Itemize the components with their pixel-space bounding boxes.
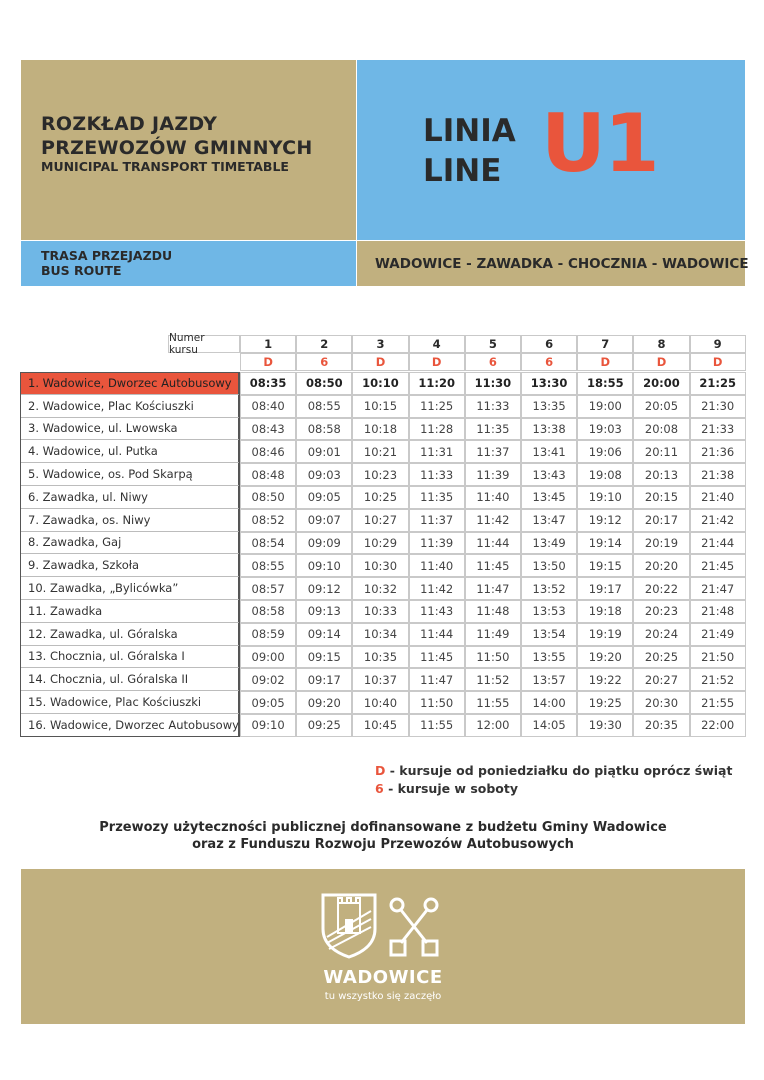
departure-time: 19:08 xyxy=(577,463,633,486)
course-number: 4 xyxy=(409,335,465,353)
course-code: 6 xyxy=(521,353,577,371)
stop-name: 16. Wadowice, Dworzec Autobusowy xyxy=(20,714,240,737)
departure-time: 20:27 xyxy=(633,668,689,691)
departure-time: 20:15 xyxy=(633,486,689,509)
departure-time: 10:35 xyxy=(352,646,408,669)
departure-time: 09:20 xyxy=(296,691,352,714)
departure-time: 13:41 xyxy=(521,440,577,463)
departure-time: 08:59 xyxy=(240,623,296,646)
town-slogan: tu wszystko się zaczęło xyxy=(324,991,442,1002)
departure-time: 10:34 xyxy=(352,623,408,646)
departure-time: 13:30 xyxy=(521,372,577,395)
departure-time: 21:44 xyxy=(690,532,746,555)
funding-note-line-2: oraz z Funduszu Rozwoju Przewozów Autobusowych xyxy=(192,837,574,852)
departure-time: 21:55 xyxy=(690,691,746,714)
departure-time: 11:50 xyxy=(465,646,521,669)
course-number: 7 xyxy=(577,335,633,353)
departure-time: 19:06 xyxy=(577,440,633,463)
stop-name: 5. Wadowice, os. Pod Skarpą xyxy=(20,463,240,486)
departure-time: 09:14 xyxy=(296,623,352,646)
legend-text-6: - kursuje w soboty xyxy=(388,781,519,796)
departure-time: 10:40 xyxy=(352,691,408,714)
title-line-2: PRZEWOZÓW GMINNYCH xyxy=(41,137,313,159)
departure-time: 11:35 xyxy=(465,418,521,441)
departure-time: 08:58 xyxy=(240,600,296,623)
departure-time: 09:17 xyxy=(296,668,352,691)
stop-name: 15. Wadowice, Plac Kościuszki xyxy=(20,691,240,714)
departure-time: 11:45 xyxy=(409,646,465,669)
departure-time: 11:42 xyxy=(465,509,521,532)
course-code: D xyxy=(690,353,746,371)
departure-time: 20:20 xyxy=(633,554,689,577)
departure-time: 08:55 xyxy=(240,554,296,577)
departure-time: 18:55 xyxy=(577,372,633,395)
stop-name: 4. Wadowice, ul. Putka xyxy=(20,440,240,463)
departure-time: 08:52 xyxy=(240,509,296,532)
departure-time: 11:47 xyxy=(465,577,521,600)
wadowice-coat-of-arms-icon xyxy=(321,891,445,959)
departure-time: 10:29 xyxy=(352,532,408,555)
route-path-panel xyxy=(357,241,749,286)
stop-name: 9. Zawadka, Szkoła xyxy=(20,554,240,577)
departure-time: 19:12 xyxy=(577,509,633,532)
course-number: 9 xyxy=(690,335,746,353)
course-number: 1 xyxy=(240,335,296,353)
departure-time: 08:55 xyxy=(296,395,352,418)
departure-time: 13:43 xyxy=(521,463,577,486)
departure-time: 11:37 xyxy=(465,440,521,463)
stop-name: 8. Zawadka, Gaj xyxy=(20,532,240,555)
departure-time: 09:01 xyxy=(296,440,352,463)
departure-time: 13:45 xyxy=(521,486,577,509)
departure-time: 22:00 xyxy=(690,714,746,737)
course-code: D xyxy=(633,353,689,371)
departure-time: 08:40 xyxy=(240,395,296,418)
legend-code-6: 6 xyxy=(375,781,384,796)
departure-time: 21:48 xyxy=(690,600,746,623)
departure-time: 09:00 xyxy=(240,646,296,669)
departure-time: 09:13 xyxy=(296,600,352,623)
departure-time: 19:22 xyxy=(577,668,633,691)
legend-item-6 xyxy=(375,780,732,798)
departure-time: 21:38 xyxy=(690,463,746,486)
departure-time: 21:40 xyxy=(690,486,746,509)
footer xyxy=(21,869,745,1024)
departure-time: 13:54 xyxy=(521,623,577,646)
route-label-en: BUS ROUTE xyxy=(41,263,122,278)
departure-time: 11:33 xyxy=(409,463,465,486)
stop-name: 14. Chocznia, ul. Góralska II xyxy=(20,668,240,691)
legend-text-d: - kursuje od poniedziałku do piątku oprócz świąt xyxy=(389,763,733,778)
departure-time: 21:42 xyxy=(690,509,746,532)
departure-time: 11:45 xyxy=(465,554,521,577)
legend-code-d: D xyxy=(375,763,386,778)
departure-time: 20:19 xyxy=(633,532,689,555)
departure-time: 11:44 xyxy=(409,623,465,646)
departure-time: 21:45 xyxy=(690,554,746,577)
course-number: 5 xyxy=(465,335,521,353)
departure-time: 20:00 xyxy=(633,372,689,395)
departure-time: 10:25 xyxy=(352,486,408,509)
departure-time: 08:48 xyxy=(240,463,296,486)
stop-name: 6. Zawadka, ul. Niwy xyxy=(20,486,240,509)
departure-time: 21:49 xyxy=(690,623,746,646)
departure-time: 10:32 xyxy=(352,577,408,600)
departure-time: 21:33 xyxy=(690,418,746,441)
departure-time: 19:17 xyxy=(577,577,633,600)
departure-time: 11:55 xyxy=(409,714,465,737)
departure-time: 20:35 xyxy=(633,714,689,737)
departure-time: 20:11 xyxy=(633,440,689,463)
departure-time: 20:05 xyxy=(633,395,689,418)
departure-time: 13:35 xyxy=(521,395,577,418)
departure-time: 10:45 xyxy=(352,714,408,737)
departure-time: 10:21 xyxy=(352,440,408,463)
route-path: WADOWICE - ZAWADKA - CHOCZNIA - WADOWICE xyxy=(375,256,749,272)
departure-time: 11:39 xyxy=(465,463,521,486)
departure-time: 19:25 xyxy=(577,691,633,714)
departure-time: 19:19 xyxy=(577,623,633,646)
departure-time: 11:47 xyxy=(409,668,465,691)
departure-time: 11:49 xyxy=(465,623,521,646)
course-code: D xyxy=(577,353,633,371)
course-number: 6 xyxy=(521,335,577,353)
departure-time: 13:57 xyxy=(521,668,577,691)
departure-time: 11:40 xyxy=(409,554,465,577)
course-code: 6 xyxy=(465,353,521,371)
line-label-en: LINE xyxy=(423,153,502,189)
departure-time: 11:39 xyxy=(409,532,465,555)
departure-time: 20:24 xyxy=(633,623,689,646)
stop-name: 13. Chocznia, ul. Góralska I xyxy=(20,646,240,669)
stop-name: 10. Zawadka, „Bylicówka” xyxy=(20,577,240,600)
departure-time: 11:28 xyxy=(409,418,465,441)
departure-time: 13:47 xyxy=(521,509,577,532)
departure-time: 10:30 xyxy=(352,554,408,577)
town-name: WADOWICE xyxy=(323,967,443,988)
line-panel xyxy=(357,60,745,240)
departure-time: 10:37 xyxy=(352,668,408,691)
title-line-1: ROZKŁAD JAZDY xyxy=(41,113,218,135)
departure-time: 11:55 xyxy=(465,691,521,714)
departure-time: 11:30 xyxy=(465,372,521,395)
departure-time: 13:50 xyxy=(521,554,577,577)
departure-time: 14:00 xyxy=(521,691,577,714)
line-label-pl: LINIA xyxy=(423,113,516,149)
departure-time: 08:43 xyxy=(240,418,296,441)
departure-time: 19:10 xyxy=(577,486,633,509)
departure-time: 08:46 xyxy=(240,440,296,463)
departure-time: 10:23 xyxy=(352,463,408,486)
header-title-panel xyxy=(21,60,356,240)
departure-time: 21:25 xyxy=(690,372,746,395)
stop-name: 1. Wadowice, Dworzec Autobusowy xyxy=(20,372,240,395)
departure-time: 08:35 xyxy=(240,372,296,395)
departure-time: 08:50 xyxy=(296,372,352,395)
departure-time: 11:33 xyxy=(465,395,521,418)
departure-time: 21:47 xyxy=(690,577,746,600)
departure-time: 19:00 xyxy=(577,395,633,418)
departure-time: 09:10 xyxy=(240,714,296,737)
departure-time: 21:50 xyxy=(690,646,746,669)
departure-time: 21:36 xyxy=(690,440,746,463)
departure-time: 19:15 xyxy=(577,554,633,577)
departure-time: 11:52 xyxy=(465,668,521,691)
departure-time: 09:02 xyxy=(240,668,296,691)
stop-name: 12. Zawadka, ul. Góralska xyxy=(20,623,240,646)
departure-time: 12:00 xyxy=(465,714,521,737)
departure-time: 20:13 xyxy=(633,463,689,486)
departure-time: 20:25 xyxy=(633,646,689,669)
course-code: 6 xyxy=(296,353,352,371)
course-code: D xyxy=(240,353,296,371)
departure-time: 11:44 xyxy=(465,532,521,555)
departure-time: 13:53 xyxy=(521,600,577,623)
departure-time: 19:14 xyxy=(577,532,633,555)
departure-time: 19:18 xyxy=(577,600,633,623)
departure-time: 09:05 xyxy=(240,691,296,714)
departure-time: 11:35 xyxy=(409,486,465,509)
line-code: U1 xyxy=(541,97,658,190)
departure-time: 10:15 xyxy=(352,395,408,418)
departure-time: 11:37 xyxy=(409,509,465,532)
timetable xyxy=(20,332,746,740)
route-label-pl: TRASA PRZEJAZDU xyxy=(41,248,173,263)
departure-time: 09:10 xyxy=(296,554,352,577)
stop-name: 7. Zawadka, os. Niwy xyxy=(20,509,240,532)
departure-time: 21:52 xyxy=(690,668,746,691)
departure-time: 11:31 xyxy=(409,440,465,463)
departure-time: 11:43 xyxy=(409,600,465,623)
departure-time: 14:05 xyxy=(521,714,577,737)
funding-note xyxy=(21,819,745,853)
departure-time: 10:27 xyxy=(352,509,408,532)
departure-time: 20:08 xyxy=(633,418,689,441)
departure-time: 09:12 xyxy=(296,577,352,600)
departure-time: 13:52 xyxy=(521,577,577,600)
departure-time: 09:05 xyxy=(296,486,352,509)
departure-time: 10:18 xyxy=(352,418,408,441)
departure-time: 13:38 xyxy=(521,418,577,441)
departure-time: 13:49 xyxy=(521,532,577,555)
departure-time: 08:50 xyxy=(240,486,296,509)
departure-time: 08:54 xyxy=(240,532,296,555)
departure-time: 09:25 xyxy=(296,714,352,737)
line-label xyxy=(423,111,516,191)
stop-name: 2. Wadowice, Plac Kościuszki xyxy=(20,395,240,418)
course-number: 8 xyxy=(633,335,689,353)
departure-time: 09:15 xyxy=(296,646,352,669)
departure-time: 10:33 xyxy=(352,600,408,623)
departure-time: 09:07 xyxy=(296,509,352,532)
departure-time: 11:25 xyxy=(409,395,465,418)
departure-time: 21:30 xyxy=(690,395,746,418)
course-number: 2 xyxy=(296,335,352,353)
legend-item-d xyxy=(375,762,732,780)
departure-time: 19:30 xyxy=(577,714,633,737)
course-code: D xyxy=(409,353,465,371)
departure-time: 20:22 xyxy=(633,577,689,600)
stop-name: 3. Wadowice, ul. Lwowska xyxy=(20,418,240,441)
route-label xyxy=(41,248,172,278)
departure-time: 09:03 xyxy=(296,463,352,486)
departure-time: 13:55 xyxy=(521,646,577,669)
departure-time: 11:42 xyxy=(409,577,465,600)
departure-time: 09:09 xyxy=(296,532,352,555)
departure-time: 20:30 xyxy=(633,691,689,714)
departure-time: 11:50 xyxy=(409,691,465,714)
departure-time: 11:20 xyxy=(409,372,465,395)
departure-time: 20:23 xyxy=(633,600,689,623)
departure-time: 20:17 xyxy=(633,509,689,532)
timetable-title xyxy=(41,112,313,160)
departure-time: 19:20 xyxy=(577,646,633,669)
legend xyxy=(375,762,732,798)
course-code: D xyxy=(352,353,408,371)
departure-time: 10:10 xyxy=(352,372,408,395)
funding-note-line-1: Przewozy użyteczności publicznej dofinansowane z budżetu Gminy Wadowice xyxy=(99,820,667,835)
departure-time: 08:58 xyxy=(296,418,352,441)
route-label-panel xyxy=(21,241,356,286)
course-number: 3 xyxy=(352,335,408,353)
stop-name: 11. Zawadka xyxy=(20,600,240,623)
departure-time: 11:40 xyxy=(465,486,521,509)
departure-time: 11:48 xyxy=(465,600,521,623)
timetable-subtitle: MUNICIPAL TRANSPORT TIMETABLE xyxy=(41,159,289,174)
departure-time: 08:57 xyxy=(240,577,296,600)
departure-time: 19:03 xyxy=(577,418,633,441)
course-number-label: Numer kursu xyxy=(168,335,240,353)
